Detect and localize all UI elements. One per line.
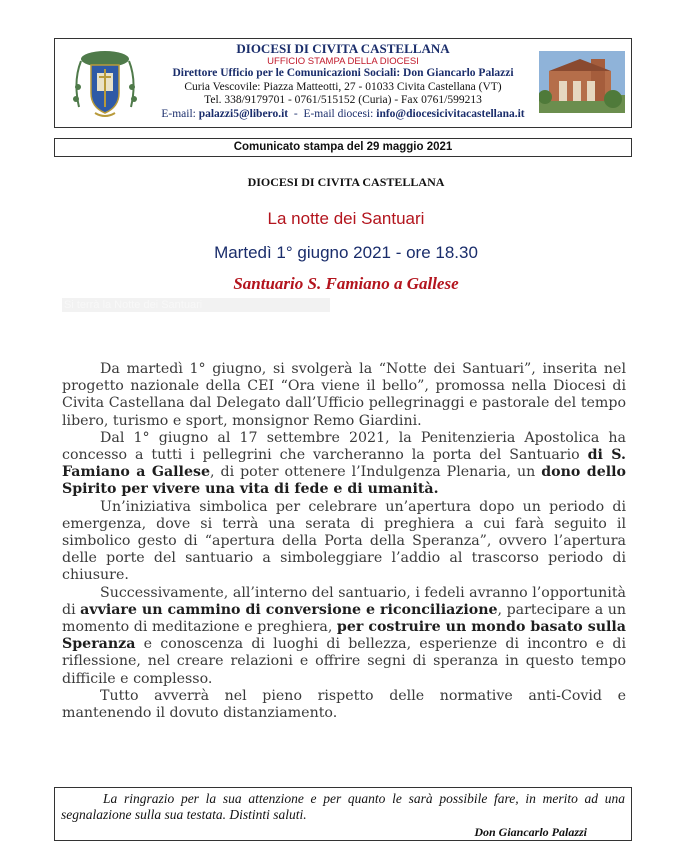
event-date: Martedì 1° giugno 2021 - ore 18.30 (214, 243, 478, 262)
p2-text-b: , di poter ottenere l’Indulgenza Plenaria, un (210, 464, 542, 481)
p4-bold-path: avviare un cammino di conversione e riconciliazione (80, 601, 498, 618)
director-line: Direttore Ufficio per le Comunicazioni Sociali: Don Giancarlo Palazzi (172, 67, 514, 79)
paragraph-5: Tutto avverrà nel pieno rispetto delle normative anti-Covid e mantenendo il dovuto distanziamento. (62, 687, 626, 722)
p4-text-c: e conoscenza di luoghi di bellezza, esperienze di incontro e di riflessione, nel creare relazioni e offrire segni di speranza in questo tempo difficile e complesso. (62, 636, 626, 687)
p2-bold-place: di S. Famiano a Gallese (62, 447, 626, 481)
closing-box (54, 787, 632, 841)
p3-text: simbolica per celebrare un’apertura dopo un periodo di emergenza, dove si terrà una serata di preghiera a cui farà seguito il simbolico gesto di “apertura della Porta della Speranza”, ovvero l’apertura delle porte del santuario a simboleggiare l’addio al trascorso periodo di chiusure. (62, 498, 626, 584)
event-place: Santuario S. Famiano a Gallese (233, 274, 459, 293)
article-body (62, 361, 626, 722)
email-line (150, 108, 536, 122)
p4-bold-hope: per costruire un mondo basato sulla Speranza (62, 619, 626, 653)
signature: Don Giancarlo Palazzi (474, 825, 587, 839)
paragraph-1: Da martedì 1° giugno, si svolgerà la “Notte dei Santuari”, inserita nel progetto nazionale della CEI “Ora viene il bello”, promossa nella Diocesi di Civita Castellana dal Delegato dall’Ufficio pellegrinaggi e pastorale del tempo libero, turismo e sport, monsignor Remo Giardini. (62, 361, 626, 429)
p3-initiative: Un’iniziativa (100, 498, 191, 515)
sanctuary-photo-icon (539, 51, 625, 113)
p2-bold-gift: dono dello Spirito per vivere una vita di fede e di umanità. (62, 464, 626, 498)
email-link-diocese[interactable]: info@diocesicivitacastellana.it (376, 107, 525, 120)
coat-of-arms-icon (69, 47, 141, 121)
letterhead (54, 38, 632, 128)
event-title: La notte dei Santuari (267, 209, 425, 228)
paragraph-3 (62, 499, 626, 585)
letterhead-text (150, 41, 536, 121)
closing-message: La ringrazio per la sua attenzione e per quanto le sarà possibile fare, in merito ad una segnalazione sulla sua testata. Distinti saluti. (61, 791, 625, 822)
email-label: E-mail: (161, 107, 199, 120)
phone-line: Tel. 338/9179701 - 0761/515152 (Curia) - Fax 0761/599213 (204, 94, 482, 106)
p4-text-b: , partecipare a un momento di meditazione e preghiera, (62, 601, 626, 636)
paragraph-2 (62, 430, 626, 499)
press-release-date: Comunicato stampa del 29 maggio 2021 (54, 138, 632, 157)
email-separator: - E-mail diocesi: (288, 107, 377, 120)
p2-text-a: Dal 1° giugno al 17 settembre 2021, la Penitenzieria Apostolica ha concesso a tutti i pellegrini che varcheranno la porta del Santuario (62, 429, 626, 464)
p4-text-a: Successivamente, all’interno del santuario, i fedeli avranno l’opportunità di (62, 584, 626, 618)
faded-text-strip: Si terrà la Notte dei Santuari (62, 298, 330, 312)
address-line: Curia Vescovile: Piazza Matteotti, 27 - 01033 Civita Castellana (VT) (184, 80, 502, 93)
paragraph-4 (62, 585, 626, 688)
diocese-name: DIOCESI DI CIVITA CASTELLANA (236, 41, 450, 56)
press-office: UFFICIO STAMPA DELLA DIOCESI (267, 56, 419, 67)
email-link-palazzi[interactable]: palazzi5@libero.it (198, 107, 289, 120)
subheading: DIOCESI DI CIVITA CASTELLANA (247, 175, 445, 189)
